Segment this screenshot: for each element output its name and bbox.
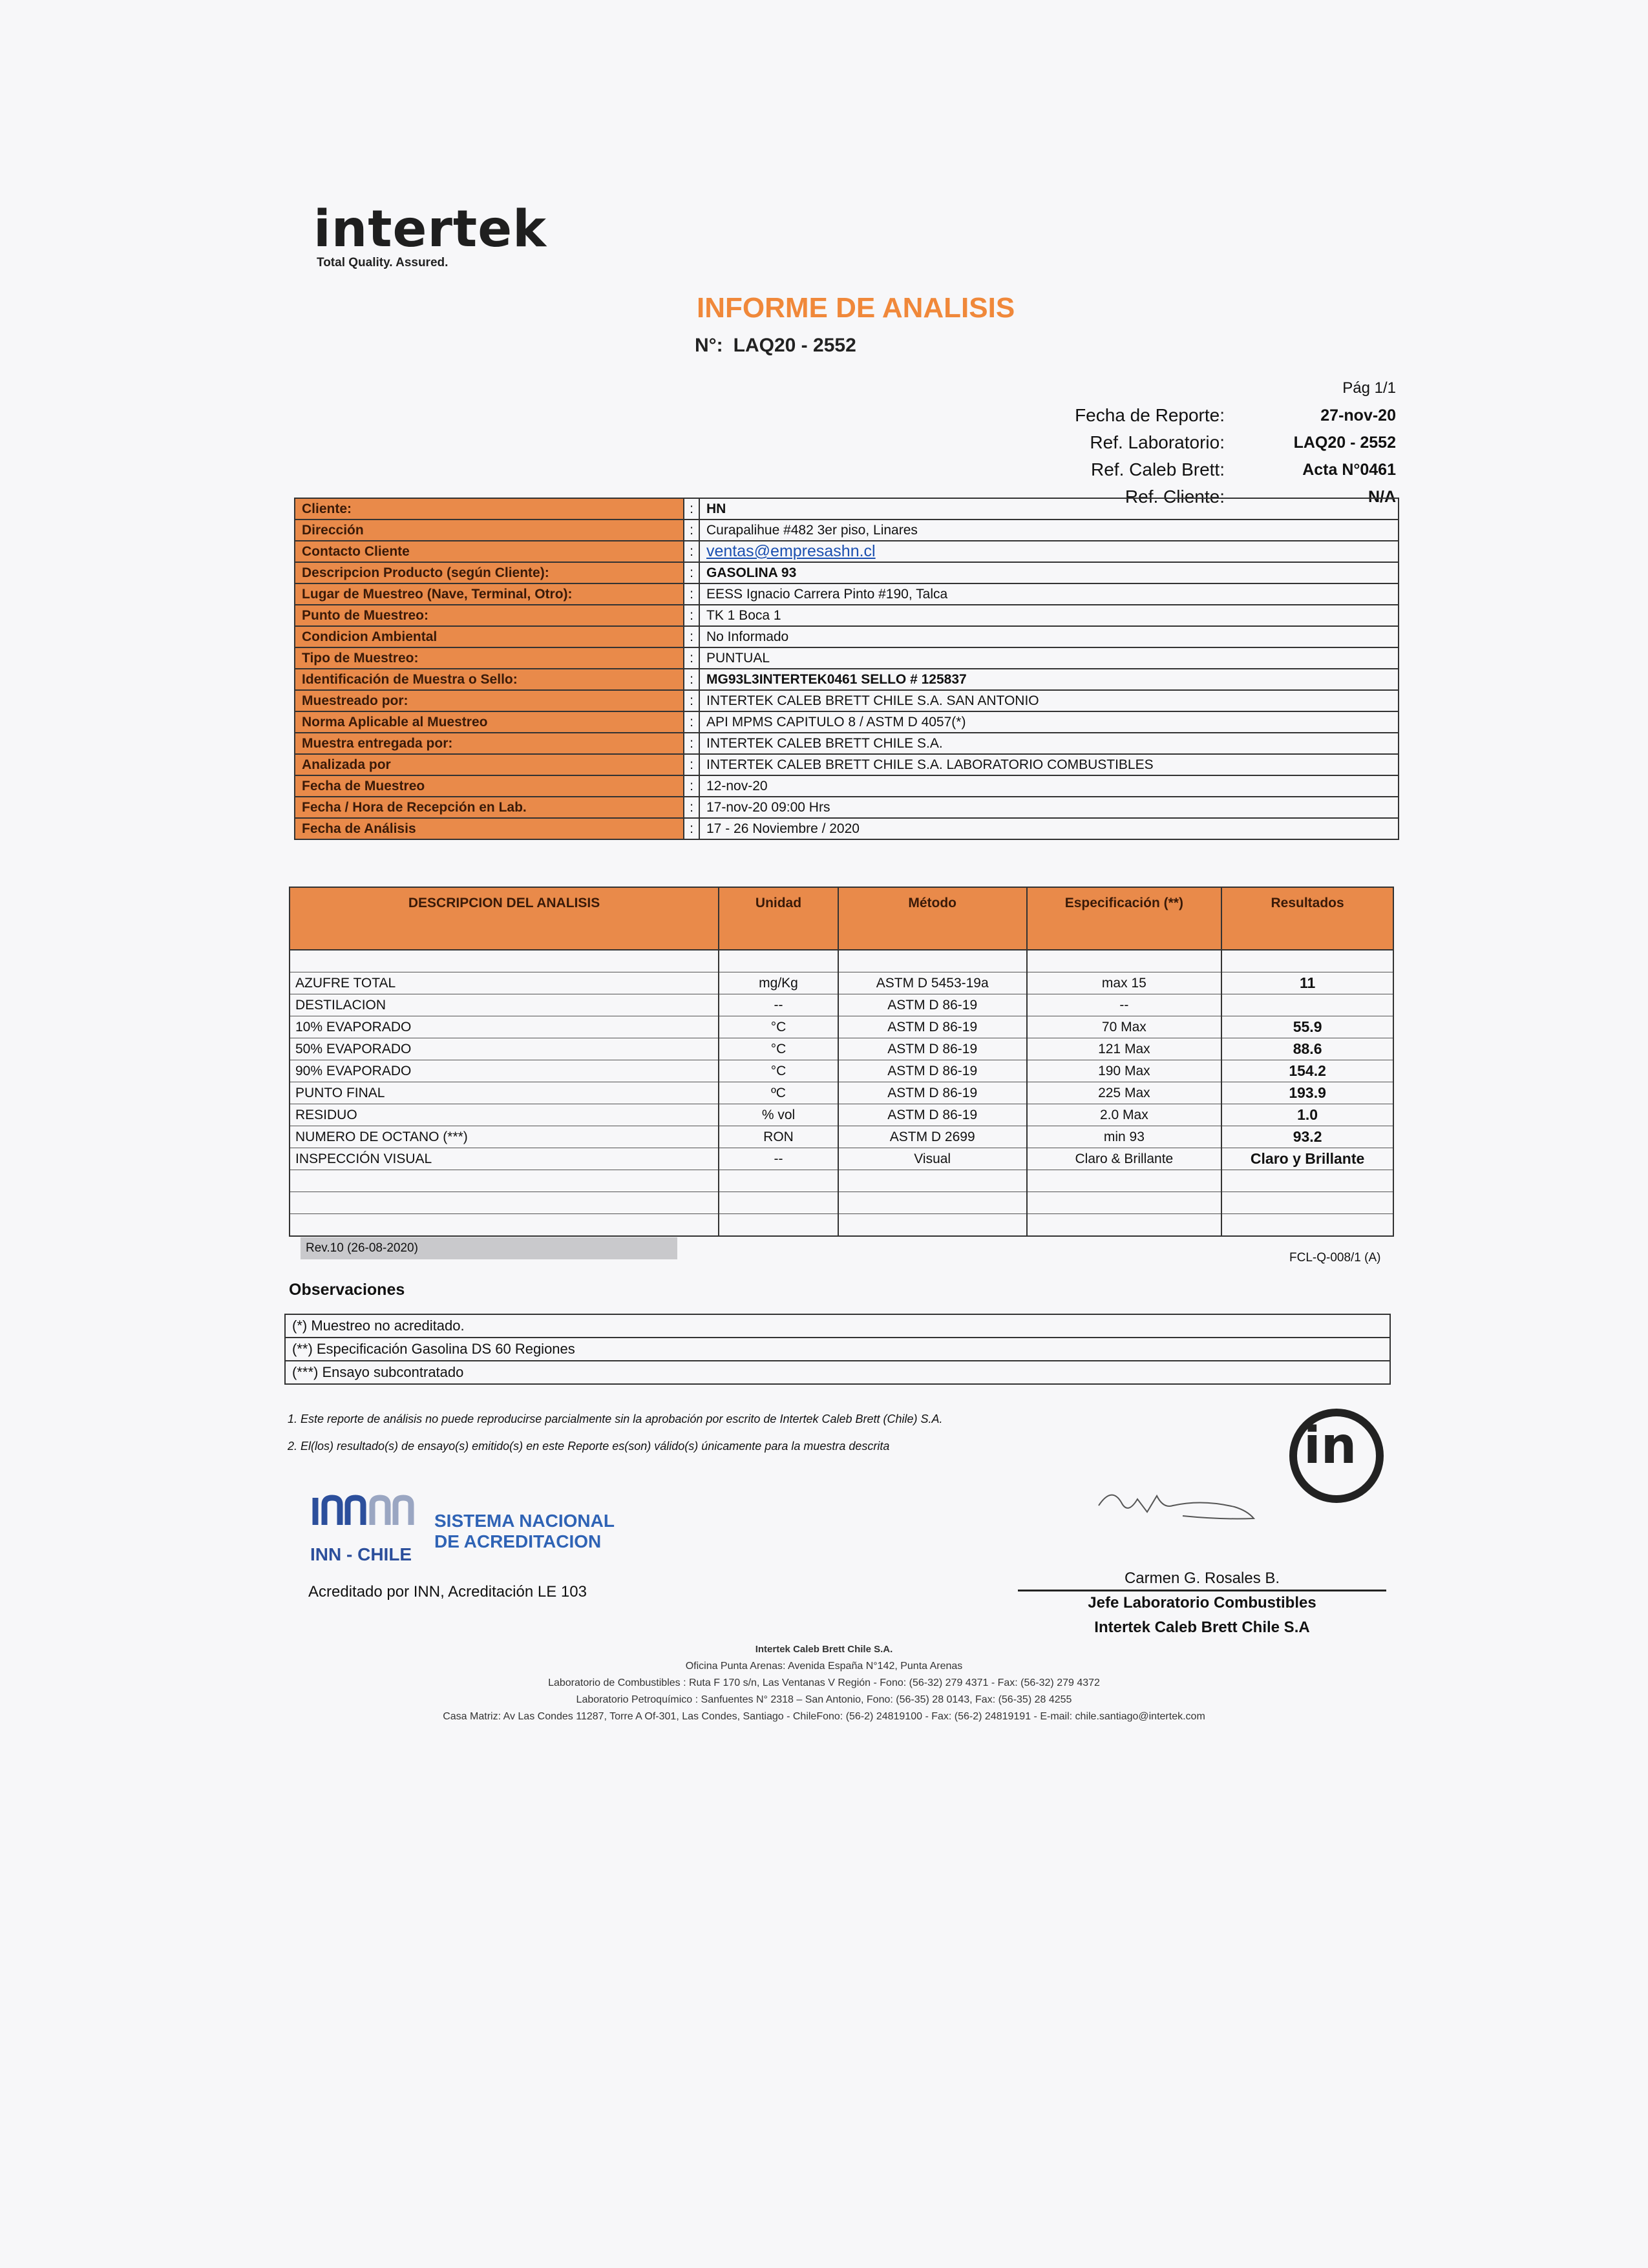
inn-chile-label: INN - CHILE: [310, 1544, 412, 1564]
info-separator: :: [684, 711, 699, 733]
observation-row: [285, 1338, 1390, 1361]
contact-email-link[interactable]: ventas@empresashn.cl: [699, 541, 1399, 562]
signatory-title: Jefe Laboratorio Combustibles: [1088, 1594, 1316, 1612]
info-separator: :: [684, 541, 699, 562]
results-cell: 154.2: [1221, 1060, 1393, 1082]
meta-row: [1047, 456, 1396, 483]
revision-label: Rev.10 (26-08-2020): [301, 1237, 677, 1259]
results-cell: [1221, 994, 1393, 1016]
info-label: Muestra entregada por:: [295, 733, 684, 754]
info-label: Condicion Ambiental: [295, 626, 684, 647]
results-cell: --: [719, 1148, 838, 1170]
results-cell: max 15: [1027, 972, 1222, 994]
results-cell: [1221, 1214, 1393, 1237]
info-separator: :: [684, 797, 699, 818]
results-cell: 55.9: [1221, 1016, 1393, 1038]
observation-text: (**) Especificación Gasolina DS 60 Regiones: [285, 1338, 1390, 1361]
results-cell: °C: [719, 1060, 838, 1082]
results-cell: [719, 950, 838, 972]
results-column-header: Especificación (**): [1027, 887, 1222, 950]
results-row: [290, 994, 1393, 1016]
info-label: Cliente:: [295, 498, 684, 520]
info-separator: :: [684, 520, 699, 541]
observation-text: (*) Muestreo no acreditado.: [285, 1314, 1390, 1338]
report-number-value: LAQ20 - 2552: [733, 335, 856, 356]
logo-tagline: Total Quality. Assured.: [317, 256, 449, 269]
results-column-header: DESCRIPCION DEL ANALISIS: [290, 887, 719, 950]
results-cell: RON: [719, 1126, 838, 1148]
info-value: EESS Ignacio Carrera Pinto #190, Talca: [699, 583, 1399, 605]
results-cell: [719, 1214, 838, 1237]
meta-value: N/A: [1368, 487, 1396, 506]
results-cell: 10% EVAPORADO: [290, 1016, 719, 1038]
page-indicator: Pág 1/1: [1342, 379, 1396, 397]
results-row: [290, 1104, 1393, 1126]
inn-full-name: [434, 1511, 615, 1552]
results-column-header: Método: [838, 887, 1027, 950]
info-row: [295, 711, 1399, 733]
info-value: No Informado: [699, 626, 1399, 647]
results-cell: 190 Max: [1027, 1060, 1222, 1082]
results-row: [290, 1126, 1393, 1148]
info-label: Punto de Muestreo:: [295, 605, 684, 626]
notes: [288, 1405, 943, 1460]
info-row: [295, 690, 1399, 711]
info-label: Norma Aplicable al Muestreo: [295, 711, 684, 733]
results-cell: [1221, 950, 1393, 972]
intertek-logo: intertek: [313, 200, 547, 258]
info-separator: :: [684, 690, 699, 711]
info-label: Fecha de Muestreo: [295, 775, 684, 797]
info-row: [295, 797, 1399, 818]
info-value: INTERTEK CALEB BRETT CHILE S.A. SAN ANTONIO: [699, 690, 1399, 711]
info-row: [295, 733, 1399, 754]
signature: [1086, 1480, 1280, 1531]
info-value: Curapalihue #482 3er piso, Linares: [699, 520, 1399, 541]
results-cell: AZUFRE TOTAL: [290, 972, 719, 994]
results-row: [290, 1214, 1393, 1237]
results-row: [290, 1082, 1393, 1104]
results-cell: [1027, 1192, 1222, 1214]
info-label: Contacto Cliente: [295, 541, 684, 562]
form-code: FCL-Q-008/1 (A): [1289, 1251, 1381, 1265]
meta-label: Ref. Caleb Brett:: [1091, 459, 1225, 479]
results-cell: [1221, 1170, 1393, 1192]
results-cell: NUMERO DE OCTANO (***): [290, 1126, 719, 1148]
info-value: GASOLINA 93: [699, 562, 1399, 583]
footer-line: Oficina Punta Arenas: Avenida España N°142, Punta Arenas: [685, 1661, 963, 1672]
results-cell: --: [719, 994, 838, 1016]
results-cell: ASTM D 86-19: [838, 1104, 1027, 1126]
results-row: [290, 1016, 1393, 1038]
results-cell: min 93: [1027, 1126, 1222, 1148]
signatory-block: [1021, 1566, 1383, 1640]
report-number-label: N°:: [695, 335, 723, 356]
results-cell: ASTM D 86-19: [838, 1060, 1027, 1082]
meta-label: Fecha de Reporte:: [1075, 405, 1225, 425]
results-cell: PUNTO FINAL: [290, 1082, 719, 1104]
results-cell: 70 Max: [1027, 1016, 1222, 1038]
results-cell: 93.2: [1221, 1126, 1393, 1148]
results-cell: [1027, 1170, 1222, 1192]
info-separator: :: [684, 775, 699, 797]
results-column-header: Resultados: [1221, 887, 1393, 950]
observation-row: [285, 1361, 1390, 1384]
info-separator: :: [684, 733, 699, 754]
footer-line: Intertek Caleb Brett Chile S.A.: [755, 1644, 893, 1655]
info-row: [295, 754, 1399, 775]
info-row: [295, 669, 1399, 690]
info-label: Dirección: [295, 520, 684, 541]
info-row: [295, 647, 1399, 669]
info-label: Tipo de Muestreo:: [295, 647, 684, 669]
report-meta: [1047, 375, 1396, 510]
info-separator: :: [684, 754, 699, 775]
info-value: HN: [699, 498, 1399, 520]
results-cell: Claro y Brillante: [1221, 1148, 1393, 1170]
results-cell: [290, 1192, 719, 1214]
results-cell: °C: [719, 1038, 838, 1060]
info-value: API MPMS CAPITULO 8 / ASTM D 4057(*): [699, 711, 1399, 733]
info-separator: :: [684, 818, 699, 839]
results-cell: ASTM D 86-19: [838, 994, 1027, 1016]
note-line: 1. Este reporte de análisis no puede reproducirse parcialmente sin la aprobación por escrito de Intertek Caleb Brett (Chile) S.A.: [288, 1412, 943, 1425]
info-row: [295, 562, 1399, 583]
results-cell: 225 Max: [1027, 1082, 1222, 1104]
info-value: MG93L3INTERTEK0461 SELLO # 125837: [699, 669, 1399, 690]
meta-value: LAQ20 - 2552: [1293, 433, 1396, 452]
results-cell: RESIDUO: [290, 1104, 719, 1126]
results-cell: 90% EVAPORADO: [290, 1060, 719, 1082]
info-value: TK 1 Boca 1: [699, 605, 1399, 626]
info-value: INTERTEK CALEB BRETT CHILE S.A.: [699, 733, 1399, 754]
inn-name-line: SISTEMA NACIONAL: [434, 1511, 615, 1531]
info-label: Lugar de Muestreo (Nave, Terminal, Otro):: [295, 583, 684, 605]
signatory-name: Carmen G. Rosales B.: [1124, 1570, 1280, 1587]
observations-title: Observaciones: [289, 1281, 405, 1299]
observation-text: (***) Ensayo subcontratado: [285, 1361, 1390, 1384]
results-cell: ASTM D 86-19: [838, 1016, 1027, 1038]
observation-row: [285, 1314, 1390, 1338]
sample-info-table: [294, 498, 1399, 840]
results-cell: Claro & Brillante: [1027, 1148, 1222, 1170]
meta-label: Ref. Laboratorio:: [1090, 432, 1225, 452]
results-cell: 11: [1221, 972, 1393, 994]
results-row: [290, 1192, 1393, 1214]
results-cell: [719, 1192, 838, 1214]
meta-value: 27-nov-20: [1320, 406, 1396, 425]
in-badge-text: in: [1304, 1417, 1357, 1475]
analysis-results-table: [289, 887, 1394, 1237]
results-cell: [838, 1170, 1027, 1192]
results-cell: [838, 1192, 1027, 1214]
results-row: [290, 972, 1393, 994]
info-separator: :: [684, 562, 699, 583]
results-cell: --: [1027, 994, 1222, 1016]
results-cell: Visual: [838, 1148, 1027, 1170]
results-cell: mg/Kg: [719, 972, 838, 994]
info-row: [295, 775, 1399, 797]
info-label: Identificación de Muestra o Sello:: [295, 669, 684, 690]
info-row: [295, 520, 1399, 541]
meta-value: Acta N°0461: [1302, 460, 1396, 479]
results-cell: ºC: [719, 1082, 838, 1104]
footer-line: Laboratorio Petroquímico : Sanfuentes N° 2318 – San Antonio, Fono: (56-35) 28 0143, Fax: (56-35) 28 4255: [576, 1694, 1072, 1705]
results-cell: [290, 1214, 719, 1237]
results-cell: °C: [719, 1016, 838, 1038]
accreditation-text: Acreditado por INN, Acreditación LE 103: [308, 1583, 587, 1601]
footer-line: Laboratorio de Combustibles : Ruta F 170 s/n, Las Ventanas V Región - Fono: (56-32) 279 4371 - Fax: (56-32) 279 4372: [548, 1677, 1100, 1688]
info-separator: :: [684, 647, 699, 669]
info-value: 17-nov-20 09:00 Hrs: [699, 797, 1399, 818]
meta-label: Ref. Cliente:: [1125, 487, 1225, 507]
company-footer: [259, 1641, 1389, 1725]
results-cell: [838, 1214, 1027, 1237]
info-row: [295, 583, 1399, 605]
info-row: [295, 626, 1399, 647]
results-cell: [290, 1170, 719, 1192]
info-row: [295, 818, 1399, 839]
info-label: Fecha de Análisis: [295, 818, 684, 839]
info-separator: :: [684, 498, 699, 520]
info-value: 12-nov-20: [699, 775, 1399, 797]
footer-line: Casa Matriz: Av Las Condes 11287, Torre A Of-301, Las Condes, Santiago - ChileFono: (56-2) 24819100 - Fax: (56-2) 24819191 - E-mail: chile.santiago@intertek.com: [443, 1711, 1205, 1722]
results-cell: ASTM D 2699: [838, 1126, 1027, 1148]
info-row: [295, 498, 1399, 520]
results-spacer-row: [290, 950, 1393, 972]
results-row: [290, 1038, 1393, 1060]
results-cell: [719, 1170, 838, 1192]
results-cell: DESTILACION: [290, 994, 719, 1016]
info-separator: :: [684, 669, 699, 690]
info-separator: :: [684, 626, 699, 647]
results-cell: [1221, 1192, 1393, 1214]
results-cell: 193.9: [1221, 1082, 1393, 1104]
results-cell: INSPECCIÓN VISUAL: [290, 1148, 719, 1170]
info-value: INTERTEK CALEB BRETT CHILE S.A. LABORATORIO COMBUSTIBLES: [699, 754, 1399, 775]
results-cell: 1.0: [1221, 1104, 1393, 1126]
meta-row: [1047, 429, 1396, 456]
meta-row: [1047, 402, 1396, 429]
note-line: 2. El(los) resultado(s) de ensayo(s) emitido(s) en este Reporte es(son) válido(s) únicamente para la muestra descrita: [288, 1440, 890, 1453]
results-cell: [1027, 1214, 1222, 1237]
results-cell: ASTM D 86-19: [838, 1038, 1027, 1060]
results-cell: [290, 950, 719, 972]
info-value: 17 - 26 Noviembre / 2020: [699, 818, 1399, 839]
results-row: [290, 1148, 1393, 1170]
report-title: INFORME DE ANALISIS: [697, 292, 1015, 324]
info-row: [295, 605, 1399, 626]
results-cell: 121 Max: [1027, 1038, 1222, 1060]
info-label: Fecha / Hora de Recepción en Lab.: [295, 797, 684, 818]
results-row: [290, 1170, 1393, 1192]
signatory-company: Intertek Caleb Brett Chile S.A: [1094, 1619, 1310, 1636]
results-cell: 88.6: [1221, 1038, 1393, 1060]
results-cell: 2.0 Max: [1027, 1104, 1222, 1126]
info-label: Descripcion Producto (según Cliente):: [295, 562, 684, 583]
info-row: [295, 541, 1399, 562]
inn-name-line: DE ACREDITACION: [434, 1531, 602, 1551]
results-cell: ASTM D 86-19: [838, 1082, 1027, 1104]
info-label: Muestreado por:: [295, 690, 684, 711]
report-number: [695, 335, 856, 357]
results-cell: % vol: [719, 1104, 838, 1126]
info-separator: :: [684, 605, 699, 626]
results-cell: 50% EVAPORADO: [290, 1038, 719, 1060]
results-column-header: Unidad: [719, 887, 838, 950]
results-cell: ASTM D 5453-19a: [838, 972, 1027, 994]
info-value: PUNTUAL: [699, 647, 1399, 669]
results-cell: [838, 950, 1027, 972]
info-label: Analizada por: [295, 754, 684, 775]
results-row: [290, 1060, 1393, 1082]
results-cell: [1027, 950, 1222, 972]
info-separator: :: [684, 583, 699, 605]
observations-table: [284, 1314, 1391, 1385]
inn-logo-icon: [310, 1493, 427, 1531]
